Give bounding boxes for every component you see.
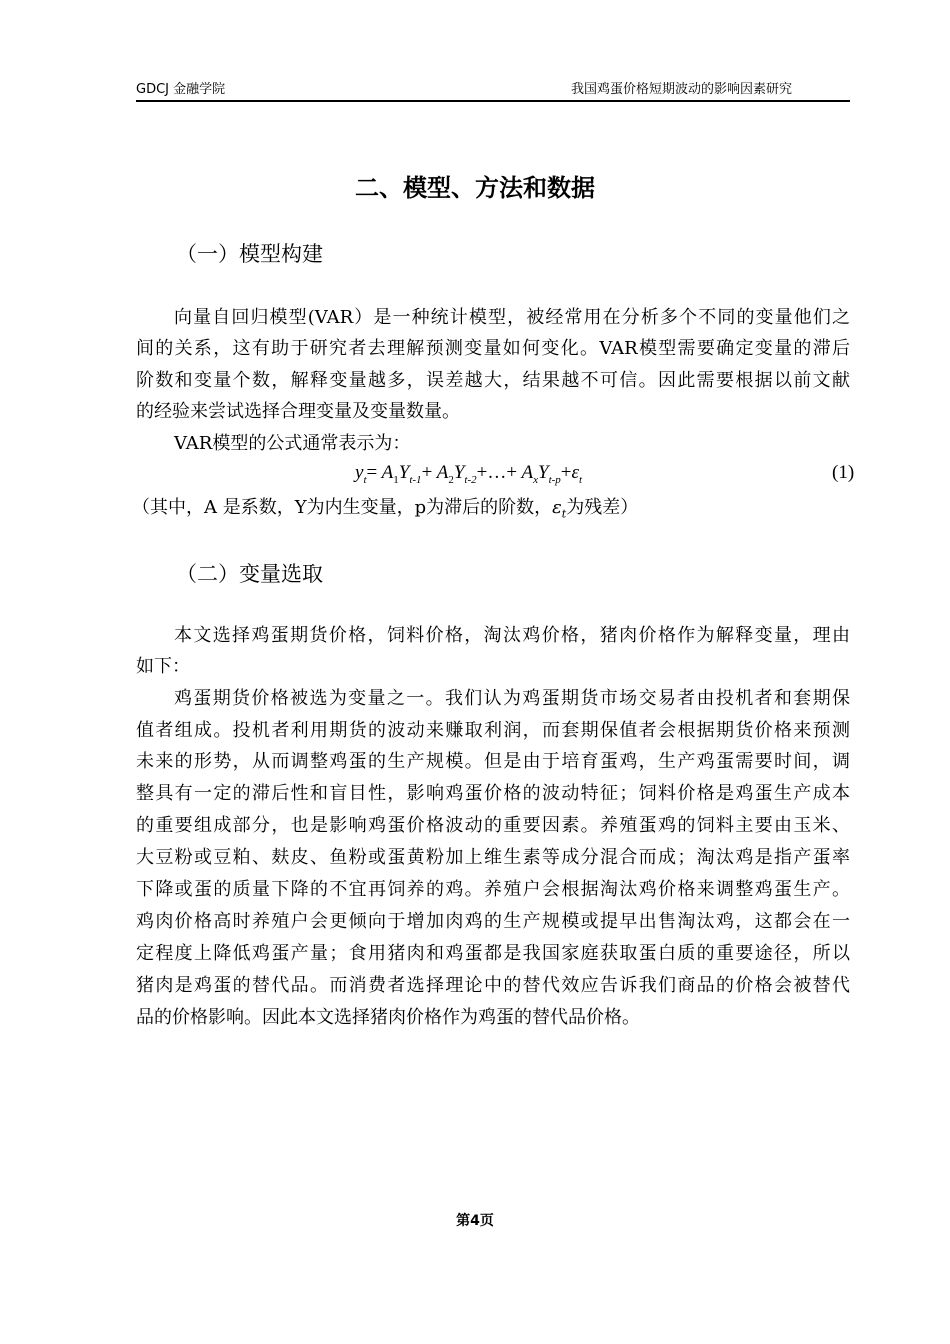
paragraph-line: 鸡蛋期货价格被选为变量之一。我们认为鸡蛋期货市场交易者由投机者和套期保: [174, 688, 850, 709]
paragraph-line: 整具有一定的滞后性和盲目性，影响鸡蛋价格的波动特征；饲料价格是鸡蛋生产成本: [136, 783, 850, 804]
page-number: 第4页: [456, 1213, 494, 1229]
paragraph-line: 未来的形势，从而调整鸡蛋的生产规模。但是由于培育蛋鸡，生产鸡蛋需要时间，调: [136, 751, 850, 772]
paragraph-line: 大豆粉或豆粕、麸皮、鱼粉或蛋黄粉加上维生素等成分混合而成；淘汰鸡是指产蛋率: [136, 847, 850, 868]
paragraph-line: 的经验来尝试选择合理变量及变量数量。: [136, 401, 460, 422]
header-rule: [136, 100, 850, 102]
paragraph-line: 品的价格影响。因此本文选择猪肉价格作为鸡蛋的替代品价格。: [136, 1007, 640, 1028]
var-formula: $y_t= A_1Y_{t-1}+$ $A_2Y_{t-2}+\dots+ A_xY_{t-p}+\varepsilon_t$: [355, 462, 583, 486]
paragraph-line: 的重要组成部分，也是影响鸡蛋价格波动的重要因素。养殖蛋鸡的饲料主要由玉米、: [136, 815, 850, 836]
subsection-title-1: （一）模型构建: [176, 242, 323, 266]
subsection-title-2: （二）变量选取: [176, 562, 323, 586]
paragraph-line: 下降或蛋的质量下降的不宜再饲养的鸡。养殖户会根据淘汰鸡价格来调整鸡蛋生产。: [136, 879, 850, 900]
paragraph-line: 阶数和变量个数，解释变量越多，误差越大，结果越不可信。因此需要根据以前文献: [136, 370, 850, 391]
paragraph-line: 鸡肉价格高时养殖户会更倾向于增加肉鸡的生产规模或提早出售淘汰鸡，这都会在一: [136, 911, 850, 932]
paragraph-line: 向量自回归模型(VAR）是一种统计模型，被经常用在分析多个不同的变量他们之: [174, 307, 850, 328]
paragraph-line: 定程度上降低鸡蛋产量；食用猪肉和鸡蛋都是我国家庭获取蛋白质的重要途径，所以: [136, 943, 850, 964]
formula-note: （其中，A 是系数，Y为内生变量，p为滞后的阶数，$\varepsilon_t$为残差）: [132, 497, 639, 521]
paragraph-line: 猪肉是鸡蛋的替代品。而消费者选择理论中的替代效应告诉我们商品的价格会被替代: [136, 975, 850, 996]
formula-intro: VAR模型的公式通常表示为：: [174, 433, 411, 454]
paragraph-line: 本文选择鸡蛋期货价格，饲料价格，淘汰鸡价格，猪肉价格作为解释变量，理由: [174, 625, 850, 646]
paragraph-line: 如下：: [136, 656, 190, 677]
header-left: GDCJ 金融学院: [136, 82, 226, 97]
header-right: 我国鸡蛋价格短期波动的影响因素研究: [570, 82, 792, 97]
section-title: 二、模型、方法和数据: [355, 174, 595, 202]
equation-number: (1): [832, 462, 855, 483]
paragraph-line: 值者组成。投机者利用期货的波动来赚取利润，而套期保值者会根据期货价格来预测: [136, 720, 850, 741]
paragraph-line: 间的关系，这有助于研究者去理解预测变量如何变化。VAR模型需要确定变量的滞后: [136, 338, 850, 359]
